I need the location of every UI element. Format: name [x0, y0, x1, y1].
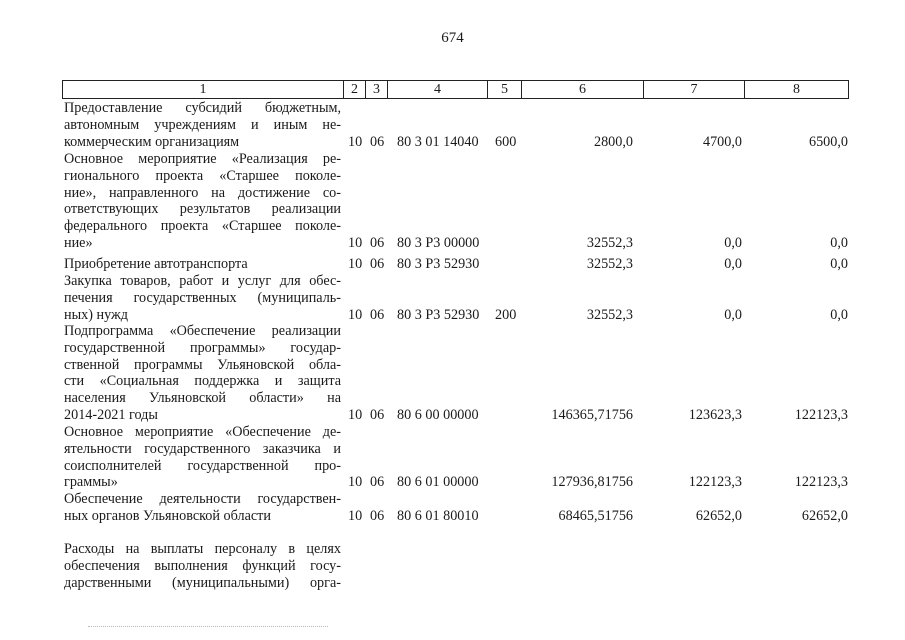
description-line: Приобретение автотранспорта: [64, 256, 248, 272]
row-description: [64, 541, 341, 591]
target-article-code: 80 6 01 80010: [397, 507, 479, 524]
amount-col-7: 62652,0: [695, 507, 742, 524]
amount-col-7: 0,0: [724, 306, 742, 323]
row-description: [64, 424, 341, 491]
amount-col-7: 122123,3: [688, 474, 742, 491]
amount-col-8: 0,0: [830, 256, 848, 272]
description-line: сти «Социальная поддержка и защита: [64, 373, 341, 390]
subsection-code: 06: [370, 133, 385, 150]
description-line: автономным учреждениям и иным не-: [64, 116, 341, 133]
target-article-code: 80 3 P3 00000: [397, 235, 480, 251]
amount-col-8: 0,0: [830, 235, 848, 251]
header-col-3: 3: [366, 81, 388, 98]
header-col-4: 4: [388, 81, 488, 98]
section-code: 10: [348, 235, 363, 251]
description-line: граммы»: [64, 474, 118, 491]
description-line: населения Ульяновской области» на: [64, 390, 341, 407]
description-line: государственной программы» государ-: [64, 339, 341, 356]
description-line: Подпрограмма «Обеспечение реализации: [64, 323, 341, 339]
header-col-1: 1: [63, 81, 344, 98]
description-line: ственной программы Ульяновской обла-: [64, 356, 341, 373]
description-line: федерального проекта «Старшее поколе-: [64, 218, 341, 235]
header-col-8: 8: [793, 82, 800, 97]
description-line: Основное мероприятие «Реализация ре-: [64, 151, 341, 167]
amount-col-7: 4700,0: [702, 133, 742, 150]
subsection-code: 06: [370, 407, 385, 423]
section-code: 10: [348, 474, 363, 491]
description-line: дарственными (муниципальными) орга-: [64, 574, 341, 591]
description-line: ятельности государственного заказчика и: [64, 440, 341, 457]
target-article-code: 80 6 00 00000: [397, 407, 479, 423]
amount-col-6: 2800,0: [593, 133, 633, 150]
target-article-code: 80 3 P3 52930: [397, 256, 480, 272]
description-line: Предоставление субсидий бюджетным,: [64, 100, 341, 116]
description-line: ние», направленного на достижение со-: [64, 184, 341, 201]
section-code: 10: [348, 507, 363, 524]
section-code: 10: [348, 133, 363, 150]
amount-col-8: 122123,3: [794, 474, 848, 491]
description-line: 2014-2021 годы: [64, 406, 158, 423]
target-article-code: 80 6 01 00000: [397, 474, 479, 491]
amount-col-6: 32552,3: [586, 306, 633, 323]
section-code: 10: [348, 256, 363, 272]
expense-type-code: 200: [495, 306, 517, 323]
amount-col-8: 6500,0: [808, 133, 848, 150]
table-header: [62, 80, 849, 99]
footer-divider: [88, 626, 328, 628]
amount-col-6: 146365,71756: [551, 407, 633, 423]
description-line: печения государственных (муниципаль-: [64, 289, 341, 306]
expense-type-code: 600: [495, 133, 517, 150]
description-line: Расходы на выплаты персоналу в целях: [64, 541, 341, 557]
description-line: Обеспечение деятельности государствен-: [64, 491, 341, 507]
amount-col-6: 68465,51756: [558, 507, 633, 524]
description-line: коммерческим организациям: [64, 133, 240, 150]
description-line: ных органов Ульяновской области: [64, 507, 271, 524]
header-col-2: 2: [344, 81, 366, 98]
description-line: ответствующих результатов реализации: [64, 201, 341, 218]
amount-col-6: 32552,3: [586, 235, 633, 251]
amount-col-6: 127936,81756: [551, 474, 633, 491]
amount-col-7: 0,0: [724, 256, 742, 272]
header-col-6: 6: [522, 81, 644, 98]
amount-col-8: 122123,3: [794, 407, 848, 423]
subsection-code: 06: [370, 306, 385, 323]
amount-col-8: 62652,0: [801, 507, 848, 524]
subsection-code: 06: [370, 507, 385, 524]
page-number: 674: [441, 30, 464, 46]
row-description: [64, 491, 341, 525]
row-description: [64, 100, 341, 150]
subsection-code: 06: [370, 235, 385, 251]
subsection-code: 06: [370, 256, 385, 272]
description-line: ние»: [64, 234, 93, 251]
description-line: гионального проекта «Старшее поколе-: [64, 167, 341, 184]
subsection-code: 06: [370, 474, 385, 491]
section-code: 10: [348, 306, 363, 323]
header-col-7: 7: [644, 81, 745, 98]
amount-col-7: 0,0: [724, 235, 742, 251]
row-description: [64, 151, 341, 252]
target-article-code: 80 3 01 14040: [397, 133, 479, 150]
amount-col-6: 32552,3: [586, 256, 633, 272]
header-col-5: 5: [488, 81, 522, 98]
description-line: Основное мероприятие «Обеспечение де-: [64, 424, 341, 440]
description-line: обеспечения выполнения функций госу-: [64, 557, 341, 574]
row-description: [64, 273, 341, 323]
row-description: [64, 256, 341, 273]
amount-col-8: 0,0: [830, 306, 848, 323]
amount-col-7: 123623,3: [688, 407, 742, 423]
description-line: Закупка товаров, работ и услуг для обес-: [64, 273, 341, 289]
description-line: соисполнителей государственной про-: [64, 457, 341, 474]
row-description: [64, 323, 341, 424]
description-line: ных) нужд: [64, 306, 129, 323]
target-article-code: 80 3 P3 52930: [397, 306, 480, 323]
section-code: 10: [348, 407, 363, 423]
